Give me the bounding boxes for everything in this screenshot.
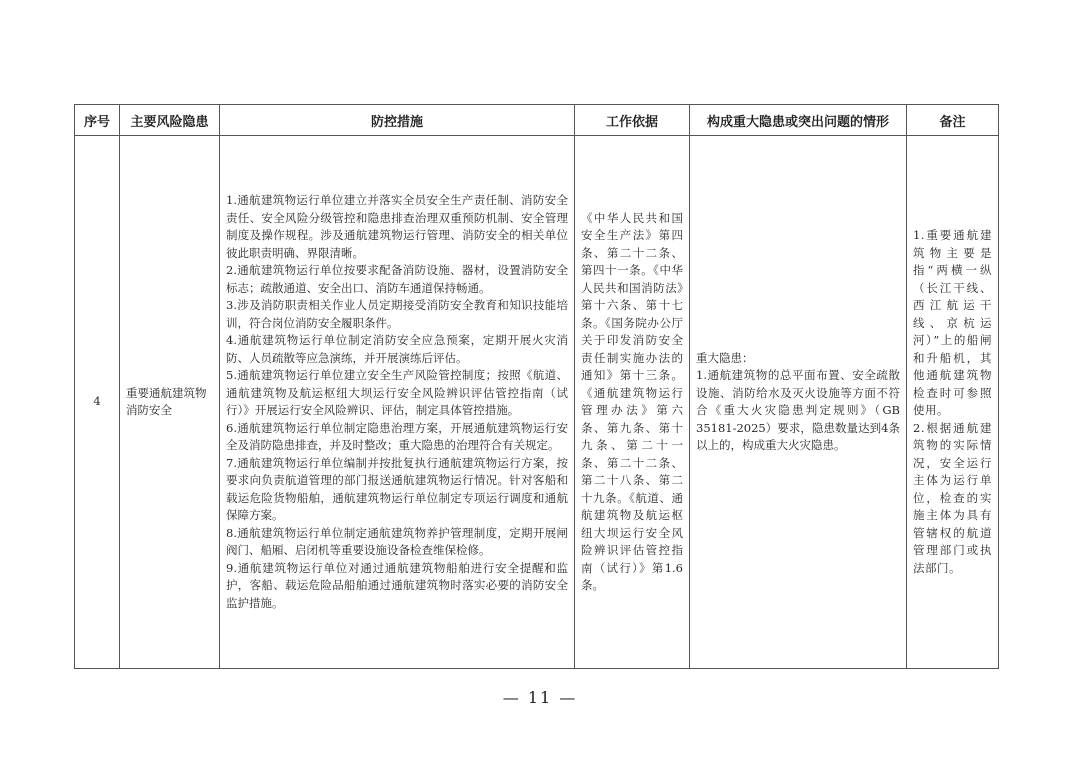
condition-title: 重大隐患： bbox=[696, 350, 754, 365]
header-number: 序号 bbox=[75, 105, 120, 136]
table-row bbox=[75, 136, 999, 669]
row-number: 4 bbox=[75, 136, 120, 669]
header-basis: 工作依据 bbox=[575, 105, 690, 136]
row-major-hazard-condition bbox=[690, 136, 907, 669]
row-basis: 《中华人民共和国安全生产法》第四条、第二十二条、第四十一条。《中华人民共和国消防法》第十六条、第十七条。《国务院办公厅关于印发消防安全责任制实施办法的通知》第十三条。《通航建筑物运行管理办法》第六条、第九条、第十九条、第二十一条、第二十二条、第二十八条、第二十九条。《航道、通航建筑物及航运枢纽大坝运行安全风险辨识评估管控指南（试行）》第1.6条。 bbox=[575, 136, 690, 669]
measure-item: 9.通航建筑物运行单位对通过通航建筑物船舶进行安全提醒和监护，客船、载运危险品船舶通过通航建筑物时落实必要的消防安全监护措施。 bbox=[226, 560, 568, 610]
measure-item: 7.通航建筑物运行单位编制并按批复执行通航建筑物运行方案，按要求向负责航道管理的部门报送通航建筑物运行情况。针对客船和载运危险货物船舶，通航建筑物运行单位制定专项运行调度和通航保障方案。 bbox=[226, 455, 568, 522]
row-notes bbox=[907, 136, 999, 669]
measure-item: 1.通航建筑物运行单位建立并落实全员安全生产责任制、消防安全责任、安全风险分级管控和隐患排查治理双重预防机制、安全管理制度及操作规程。涉及通航建筑物运行管理、消防安全的相关单位彼此职责明确、界限清晰。 bbox=[226, 193, 568, 260]
note-item: 1.重要通航建筑物主要是指“两横一纵（长江干线、西江航运干线、京杭运河）”上的船闸和升船机，其他通航建筑物检查时可参照使用。 bbox=[913, 228, 992, 417]
header-main-risk: 主要风险隐患 bbox=[120, 105, 220, 136]
measure-item: 5.通航建筑物运行单位建立安全生产风险管控制度；按照《航道、通航建筑物及航运枢纽大坝运行安全风险辨识评估管控指南（试行）》开展运行安全风险辨识、评估，制定具体管控措施。 bbox=[226, 368, 568, 417]
row-main-risk: 重要通航建筑物消防安全 bbox=[120, 136, 220, 669]
condition-text: 1.通航建筑物的总平面布置、安全疏散设施、消防给水及灭火设施等方面不符合《重大火灾隐患判定规则》（GB 35181-2025）要求，隐患数量达到4条以上的，构成重大火灾隐患。 bbox=[696, 368, 900, 452]
table-header-row bbox=[75, 105, 999, 136]
page-number: — 11 — bbox=[502, 688, 578, 707]
measure-item: 6.通航建筑物运行单位制定隐患治理方案，开展通航建筑物运行安全及消防隐患排查，并及时整改；重大隐患的治理符合有关规定。 bbox=[226, 420, 568, 452]
header-major-hazard-condition: 构成重大隐患或突出问题的情形 bbox=[690, 105, 907, 136]
row-measures bbox=[220, 136, 575, 669]
measure-item: 2.通航建筑物运行单位按要求配备消防设施、器材，设置消防安全标志；疏散通道、安全出口、消防车通道保持畅通。 bbox=[226, 263, 568, 295]
measure-item: 3.涉及消防职责相关作业人员定期接受消防安全教育和知识技能培训，符合岗位消防安全履职条件。 bbox=[226, 298, 568, 330]
header-measures: 防控措施 bbox=[220, 105, 575, 136]
risk-control-table bbox=[74, 104, 999, 669]
note-item: 2.根据通航建筑物的实际情况，安全运行主体为运行单位，检查的实施主体为具有管辖权的航道管理部门或执法部门。 bbox=[913, 420, 992, 575]
header-notes: 备注 bbox=[907, 105, 999, 136]
measure-item: 8.通航建筑物运行单位制定通航建筑物养护管理制度，定期开展闸阀门、船厢、启闭机等重要设施设备检查维保检修。 bbox=[226, 525, 568, 557]
measure-item: 4.通航建筑物运行单位制定消防安全应急预案，定期开展火灾消防、人员疏散等应急演练，并开展演练后评估。 bbox=[226, 333, 568, 365]
